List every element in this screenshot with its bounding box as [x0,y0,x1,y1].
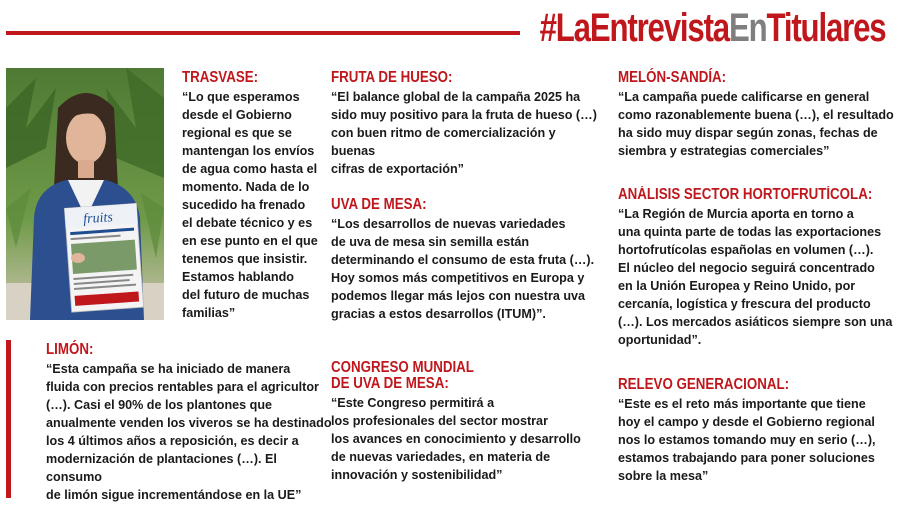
section-congreso [331,360,603,484]
heading-melon-sandia: MELÓN-SANDÍA: [618,69,727,86]
title-part-en: En [728,6,767,50]
section-relevo [618,377,903,485]
quote-congreso: “Este Congreso permitirá a los profesionales del sector mostrar los avances en conocimiento y desarrollo de nuevas variedades, en materia de innovación y sostenibilidad” [331,396,581,482]
left-accent-bar [6,340,11,498]
title-part-titulares: Titulares [766,6,885,50]
heading-trasvase: TRASVASE: [182,69,259,86]
section-uva-mesa [331,197,603,323]
heading-congreso-line1: CONGRESO MUNDIAL [331,359,474,376]
quote-analisis: “La Región de Murcia aporta en torno a una quinta parte de todas las exportaciones hortofrutícolas españolas en volumen (…). El núcleo del negocio seguirá concentrado en la Unión Europea y Reino Unido, por cercanía, logística y frescura del producto (…). Los mercados asiáticos siempre son una oportunidad”. [618,207,893,347]
heading-congreso-line2: DE UVA DE MESA: [331,375,449,392]
heading-uva-mesa: UVA DE MESA: [331,196,427,213]
section-fruta-hueso [331,70,603,178]
heading-fruta-hueso: FRUTA DE HUESO: [331,69,453,86]
quote-uva-mesa: “Los desarrollos de nuevas variedades de uva de mesa sin semilla están determinando el consumo de esta fruta (…). Hoy somos más competitivos en Europa y podemos llegar más lejos con nuestra uva gracias a estos desarrollos (ITUM)”. [331,217,595,321]
section-limon [46,342,336,504]
heading-limon: LIMÓN: [46,341,94,358]
section-melon-sandia [618,70,903,160]
heading-relevo: RELEVO GENERACIONAL: [618,376,790,393]
page-title [539,4,885,52]
section-analisis [618,187,903,349]
quote-trasvase: “Lo que esperamos desde el Gobierno regional es que se mantengan los envíos de agua como hasta el momento. Nada de lo sucedido ha frenado el debate técnico y es en ese punto en el que tenemos que insistir. Estamos hablando del futuro de muchas familias” [182,90,318,320]
person-holding-magazine-icon [6,68,164,320]
header-rule [6,31,520,35]
quote-melon-sandia: “La campaña puede calificarse en general como razonablemente buena (…), el resultado ha sido muy dispar según zonas, fechas de siembra y estrategias comerciales” [618,90,894,158]
magazine-title: fruits [82,210,114,228]
title-part-entrevista: #LaEntrevista [539,6,729,50]
interviewee-photo [6,68,164,320]
heading-analisis: ANÁLISIS SECTOR HORTOFRUTÍCOLA: [618,186,873,203]
quote-fruta-hueso: “El balance global de la campaña 2025 ha sido muy positivo para la fruta de hueso (…) con buen ritmo de comercialización y buenas cifras de exportación” [331,90,597,176]
quote-relevo: “Este es el reto más importante que tiene hoy el campo y desde el Gobierno regional nos lo estamos tomando muy en serio (…), estamos trabajando para poner soluciones sobre la mesa” [618,397,876,483]
section-trasvase [182,70,332,322]
quote-limon: “Esta campaña se ha iniciado de manera fluida con precios rentables para el agricultor (…). Casi el 90% de los plantones que anualmente venden los viveros se ha destinado los 4 últimos años a reposición, es decir a modernización de plantaciones (…). El consumo de limón sigue incrementándose en la UE” [46,362,332,502]
